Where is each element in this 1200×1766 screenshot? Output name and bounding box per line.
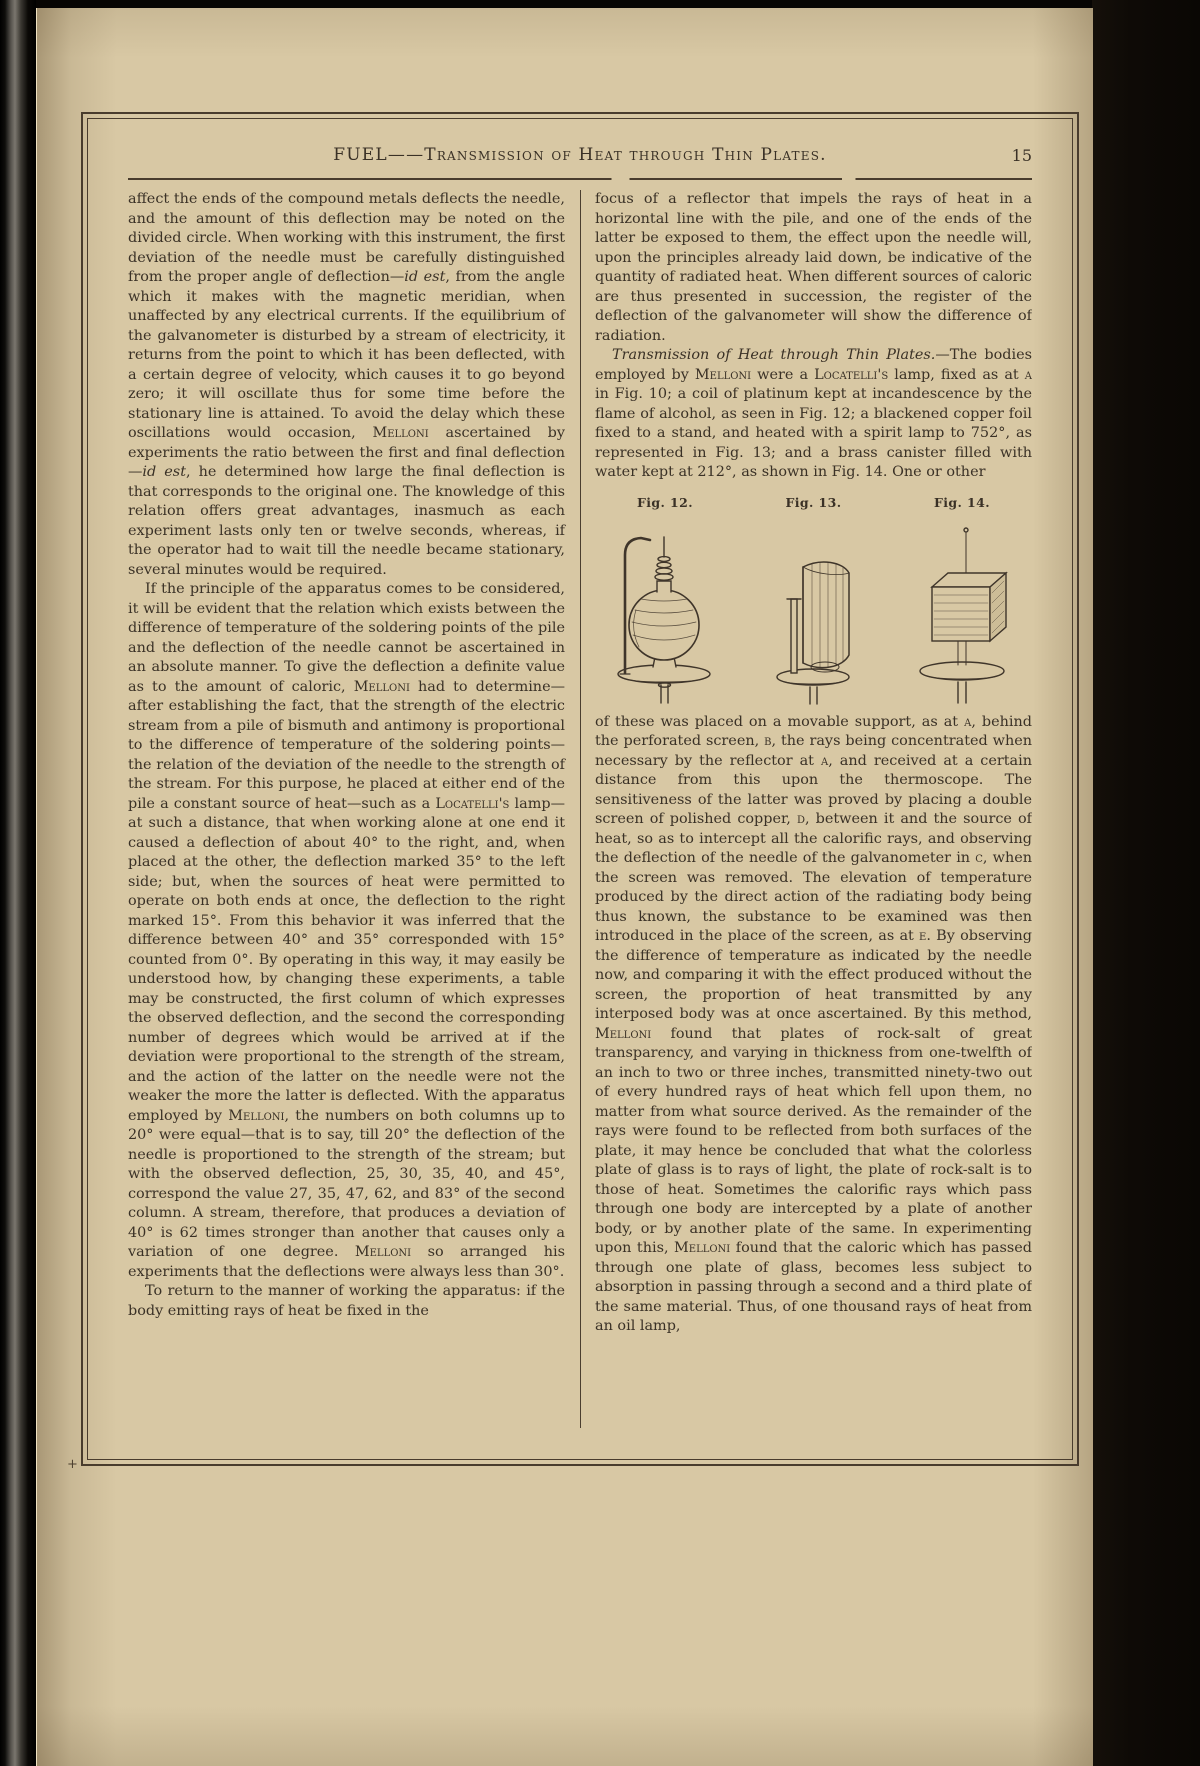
text-run: Transmission of Heat through Thin Plates. xyxy=(612,347,936,363)
right-column-top xyxy=(595,190,1032,483)
photo-top-shadow xyxy=(0,0,1200,8)
text-run: a xyxy=(820,752,829,769)
text-run: To return to the manner of working the apparatus: if the body emitting rays of heat be fixed in the xyxy=(128,1283,565,1319)
text-run: of these was placed on a movable support, as at xyxy=(595,713,965,730)
text-run: lamp—at such a distance, that when working alone at one end it caused a deflection of about 40° to the right, and, when placed at the other, the deflection marked 35° to the left side; but, when the sources of heat were permitted to operate on both ends at once, the deflection to the right marked 15°. From this behavior it was inferred that the difference between 40° and 35° corresponded with 15° counted from 0°. By operating in this way, it may easily be understood how, by changing these experiments, a table may be constructed, the first column of which expresses the observed deflection, and the second the corresponding number of degrees which would be arrived at if the deviation were proportional to the strength of the stream, and the action of the latter on the needle were not the weaker the more the latter is deflected. With the apparatus employed by xyxy=(128,795,565,1124)
text-run: in Fig. 10; a coil of platinum kept at incandescence by the flame of alcohol, as seen in Fig. 12; a blackened copper foil fixed to a stand, and heated with a spirit lamp to 752°, as represented in Fig. 13; and a brass canister filled with water kept at 212°, as shown in Fig. 14. One or other xyxy=(595,386,1032,480)
text-run: , the rays being concentrated when necessary by the reflector at xyxy=(595,733,1032,769)
header-rule xyxy=(128,178,1032,180)
text-run: , he determined how large the final deflection is that corresponds to the original one. The knowledge of this relation offers great advantages, inasmuch as each experiment lasts only ten or twelve seconds, whereas, if the operator had to wait till the needle became stationary, several minutes would be required. xyxy=(128,464,566,578)
text-run: were a xyxy=(751,366,815,383)
text-run: . By observing the difference of temperature as indicated by the needle now, and comparing it with the effect produced without the screen, the proportion of heat transmitted by any interposed body was at once ascertained. By this method, xyxy=(595,928,1032,1022)
text-run: focus of a reflector that impels the rays of heat in a horizontal line with the pile, and one of the ends of the latter be exposed to them, the effect upon the needle will, upon the principles already laid down, be indicative of the quantity of radiated heat. When different sources of caloric are thus presented in succession, the register of the deflection of the galvanometer will show the difference of radiation. xyxy=(595,191,1032,344)
text-run: b xyxy=(764,733,772,749)
text-run: had to determine—after establishing the fact, that the strength of the electric stream from a pile of bismuth and antimony is proportional to the difference of temperature of the soldering points—the relation of the deviation of the needle to the strength of the stream. For this purpose, he placed at either end of the pile a constant source of heat—such as a xyxy=(128,678,565,812)
photo-right-shadow xyxy=(1092,0,1200,1766)
page-border-frame-inner xyxy=(87,118,1073,1460)
text-run: affect the ends of the compound metals deflects the needle, and the amount of this deflection may be noted on the divided circle. When working with this instrument, the first deviation of the needle must be carefully distinguished from the proper angle of deflection— xyxy=(128,191,565,285)
spirit-lamp-coil-illustration xyxy=(599,515,731,705)
text-run: a xyxy=(964,713,972,730)
text-run: Melloni xyxy=(354,1244,412,1260)
paragraph xyxy=(595,346,1032,483)
text-run: Melloni xyxy=(228,1107,285,1124)
text-run: Locatelli's xyxy=(814,366,889,383)
text-run: Melloni xyxy=(674,1240,731,1256)
text-run: If the principle of the apparatus comes to be considered, it will be evident that the relation which exists between the difference of temperature of the soldering points of the pile and the deflection of the needle cannot be ascertained in an absolute manner. To give the deflection a definite value as to the amount of caloric, xyxy=(128,581,565,695)
text-run: , when the screen was removed. The elevation of temperature produced by the direct action of the radiating body being thus known, the substance to be examined was then introduced in the place of the screen, as at xyxy=(595,850,1032,944)
text-run: ascertained by experiments the ratio between the first and final deflection— xyxy=(128,425,565,480)
text-run: so arranged his experiments that the deflections were always less than 30°. xyxy=(128,1244,565,1280)
text-run: , behind the perforated screen, xyxy=(595,713,1032,749)
text-run: found that plates of rock-salt of great transparency, and varying in thickness from one-twelfth of an inch to two or three inches, transmitted ninety-two out of every hundred rays of heat which fell upon them, no matter from what source derived. As the remainder of the rays were found to be reflected from both surfaces of the plate, it may hence be concluded that what the colorless plate of glass is to rays of light, the plate of rock-salt is to those of heat. Sometimes the calorific rays which pass through one body are intercepted by a plate of another body, or by another plate of the same. In experimenting upon this, xyxy=(595,1025,1032,1256)
book-binding xyxy=(0,0,36,1766)
page-content xyxy=(88,119,1072,1459)
right-column-bottom xyxy=(595,713,1032,1337)
text-run: e xyxy=(919,928,927,944)
text-run: Locatelli's xyxy=(435,795,510,812)
figure-14 xyxy=(896,495,1028,705)
text-run: Melloni xyxy=(595,1025,652,1042)
figure-13 xyxy=(755,495,873,705)
page-title: FUEL——Transmission of Heat through Thin Plates. xyxy=(333,145,827,165)
paragraph xyxy=(128,1282,565,1321)
text-run: found that the caloric which has passed through one plate of glass, becomes less subject to absorption in passing through a second and a third plate of the same material. Thus, of one thousand rays of heat from an oil lamp, xyxy=(595,1240,1032,1334)
paragraph xyxy=(595,713,1032,1337)
figure-12 xyxy=(599,495,731,705)
text-run: , and received at a certain distance from this upon the thermoscope. The sensitiveness of the latter was proved by placing a double screen of polished copper, xyxy=(595,752,1032,827)
text-run: id est xyxy=(404,269,446,285)
text-run: Melloni xyxy=(372,425,429,441)
text-run: d xyxy=(796,811,805,827)
figure-13-label: Fig. 13. xyxy=(785,494,842,510)
figure-14-label: Fig. 14. xyxy=(933,494,990,510)
right-column xyxy=(595,190,1032,1428)
text-run: , the numbers on both columns up to 20° were equal—that is to say, till 20° the deflection of the needle is proportioned to the strength of the stream; but with the observed deflection, 25, 30, 35, 40, and 45°, correspond the value 27, 35, 47, 62, and 83° of the second column. A stream, therefore, that produces a deviation of 40° is 62 times stronger than another that causes only a variation of one degree. xyxy=(128,1107,565,1260)
page-number: 15 xyxy=(1011,146,1032,165)
column-divider xyxy=(580,190,581,1428)
paragraph xyxy=(128,580,565,1282)
book-page xyxy=(36,8,1093,1766)
figure-12-label: Fig. 12. xyxy=(636,494,693,510)
paragraph xyxy=(595,190,1032,346)
text-run: —The bodies employed by xyxy=(595,347,1032,383)
text-run: , from the angle which it makes with the magnetic meridian, when unaffected by any electrical currents. If the equilibrium of the galvanometer is disturbed by a stream of electricity, it returns from the point to which it has been deflected, with a certain degree of velocity, which causes it to go beyond zero; it will oscillate thus for some time before the stationary line is attained. To avoid the delay which these oscillations would occasion, xyxy=(128,269,566,441)
copper-foil-stand-illustration xyxy=(755,515,873,705)
text-run: Melloni xyxy=(694,366,752,383)
running-header xyxy=(88,145,1072,169)
frame-corner-mark: + xyxy=(67,1457,78,1472)
figures-row xyxy=(595,483,1032,713)
text-run: Melloni xyxy=(353,678,410,695)
text-run: id est xyxy=(142,464,186,480)
paragraph xyxy=(128,190,565,580)
text-run: a xyxy=(1024,366,1032,383)
text-run: lamp, fixed as at xyxy=(888,366,1025,383)
text-run: , between it and the source of heat, so as to intercept all the calorific rays, and observing the deflection of the needle of the galvanometer in xyxy=(595,811,1032,866)
text-run: c xyxy=(975,850,983,866)
text-columns xyxy=(128,190,1032,1428)
page-border-frame xyxy=(81,112,1079,1466)
left-column xyxy=(128,190,565,1428)
brass-canister-illustration xyxy=(896,515,1028,705)
